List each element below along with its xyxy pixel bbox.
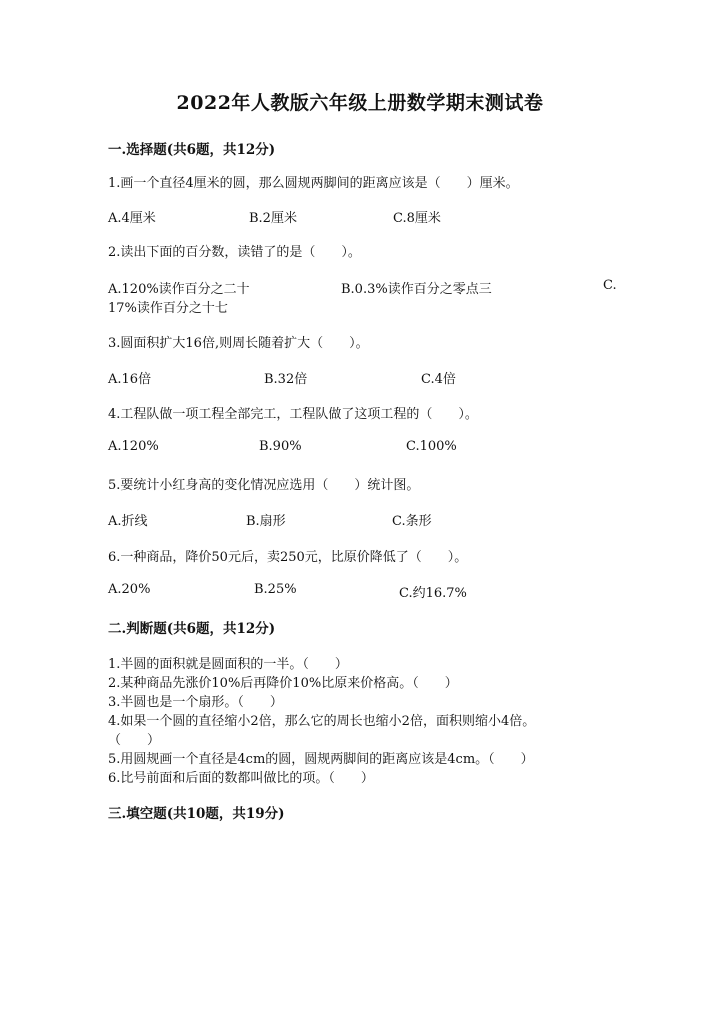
judge-item-6: 6.比号前面和后面的数都叫做比的项。（ ）	[108, 771, 374, 786]
judge-item-3: 3.半圆也是一个扇形。（ ）	[108, 695, 283, 710]
judge-item-4: 4.如果一个圆的直径缩小2倍，那么它的周长也缩小2倍，面积则缩小4倍。	[108, 714, 536, 729]
section-heading-choice: 一.选择题(共6题，共12分)	[108, 142, 276, 158]
section-heading-fill: 三.填空题(共10题，共19分)	[108, 806, 285, 822]
q5-option-b: B.扇形	[246, 514, 286, 529]
question-5: 5.要统计小红身高的变化情况应选用（ ）统计图。	[108, 478, 420, 493]
q4-option-c: C.100%	[406, 439, 457, 454]
question-6: 6.一种商品，降价50元后，卖250元，比原价降低了（ ）。	[108, 550, 468, 565]
page-title: 2022年人教版六年级上册数学期末测试卷	[176, 92, 544, 114]
q6-option-a: A.20%	[108, 582, 151, 597]
q2-option-b: B.0.3%读作百分之零点三	[341, 282, 492, 297]
judge-item-2: 2.某种商品先涨价10%后再降价10%比原来价格高。（ ）	[108, 676, 458, 691]
q1-option-b: B.2厘米	[249, 211, 297, 226]
q5-option-c: C.条形	[392, 514, 432, 529]
judge-item-4-bracket: （ ）	[108, 733, 161, 748]
q1-option-a: A.4厘米	[108, 211, 156, 226]
question-2: 2.读出下面的百分数，读错了的是（ ）。	[108, 245, 361, 260]
q1-option-c: C.8厘米	[393, 211, 441, 226]
q4-option-a: A.120%	[108, 439, 159, 454]
q2-option-a: A.120%读作百分之二十	[108, 282, 250, 297]
question-3: 3.圆面积扩大16倍,则周长随着扩大（ ）。	[108, 336, 369, 351]
judge-item-1: 1.半圆的面积就是圆面积的一半。（ ）	[108, 657, 348, 672]
q3-option-b: B.32倍	[264, 372, 308, 387]
q3-option-c: C.4倍	[421, 372, 456, 387]
q5-option-a: A.折线	[108, 514, 148, 529]
q6-option-b: B.25%	[254, 582, 297, 597]
q4-option-b: B.90%	[259, 439, 302, 454]
section-heading-judge: 二.判断题(共6题，共12分)	[108, 621, 276, 637]
question-4: 4.工程队做一项工程全部完工，工程队做了这项工程的（ ）。	[108, 407, 478, 422]
question-1: 1.画一个直径4厘米的圆，那么圆规两脚间的距离应该是（ ）厘米。	[108, 176, 519, 191]
q3-option-a: A.16倍	[108, 372, 152, 387]
judge-item-5: 5.用圆规画一个直径是4cm的圆，圆规两脚间的距离应该是4cm。（ ）	[108, 752, 534, 767]
q6-option-c: C.约16.7%	[399, 586, 467, 601]
q2-option-c-text: 17%读作百分之十七	[108, 301, 228, 316]
q2-option-c-label: C.	[603, 278, 617, 293]
